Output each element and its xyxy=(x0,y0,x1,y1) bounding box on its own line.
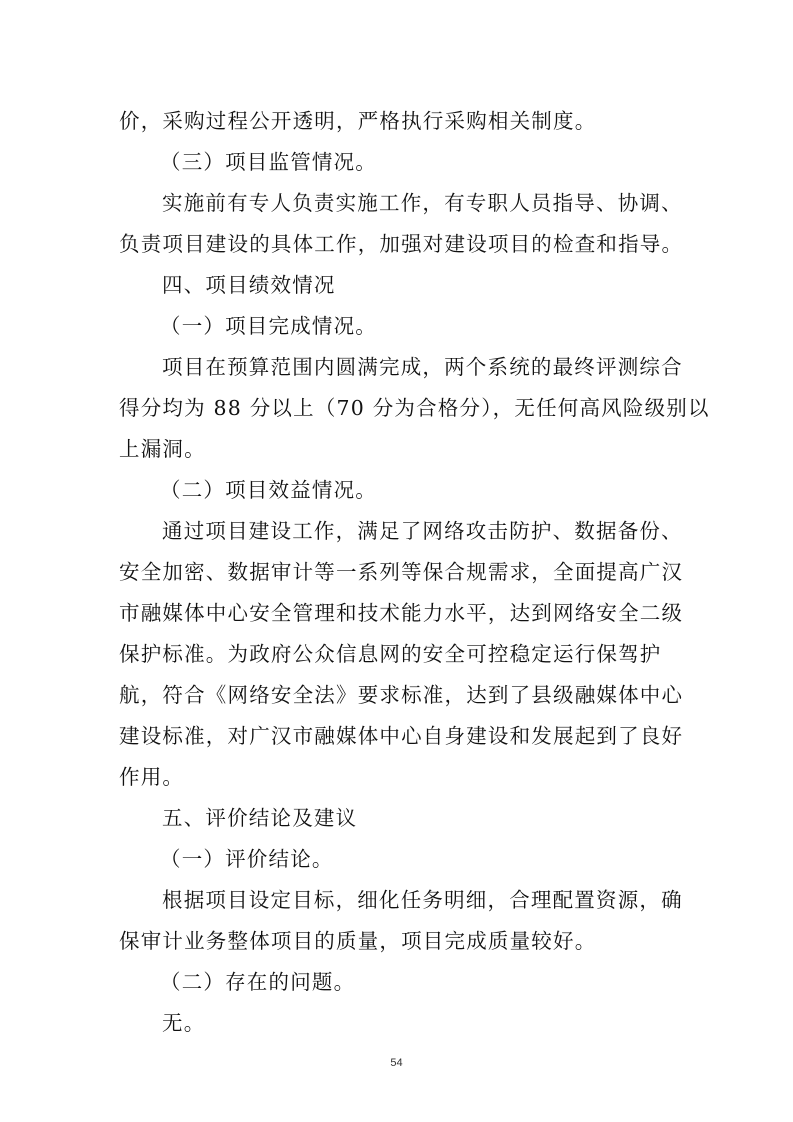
body-text-line: 建设标准，对广汉市融媒体中心自身建设和发展起到了良好 xyxy=(119,724,684,748)
page-number: 54 xyxy=(390,1057,403,1069)
body-text-line: 保审计业务整体项目的质量，项目完成质量较好。 xyxy=(119,929,597,953)
subsection-heading: （二）项目效益情况。 xyxy=(160,478,377,502)
body-text-line: 根据项目设定目标，细化任务明细，合理配置资源，确 xyxy=(162,888,683,912)
section-heading: 四、项目绩效情况 xyxy=(162,273,336,297)
body-text-line: 通过项目建设工作，满足了网络攻击防护、数据备份、 xyxy=(162,519,683,543)
body-text-line: 安全加密、数据审计等一系列等保合规需求，全面提高广汉 xyxy=(119,560,684,584)
subsection-heading: （一）项目完成情况。 xyxy=(160,314,377,338)
body-text-line: 无。 xyxy=(162,1011,206,1035)
body-text-line: 得分均为 88 分以上（70 分为合格分），无任何高风险级别以 xyxy=(119,396,710,420)
subsection-heading: （三）项目监管情况。 xyxy=(160,150,377,174)
body-text-line: 保护标准。为政府公众信息网的安全可控稳定运行保驾护 xyxy=(119,642,662,666)
subsection-heading: （二）存在的问题。 xyxy=(160,970,356,994)
body-text-line: 负责项目建设的具体工作，加强对建设项目的检查和指导。 xyxy=(119,232,684,256)
body-text-line: 作用。 xyxy=(119,765,185,789)
section-heading: 五、评价结论及建议 xyxy=(162,806,358,830)
body-text-line: 项目在预算范围内圆满完成，两个系统的最终评测综合 xyxy=(162,355,683,379)
body-text-line: 价，采购过程公开透明，严格执行采购相关制度。 xyxy=(119,109,597,133)
body-text-line: 上漏洞。 xyxy=(119,437,206,461)
body-text-line: 航，符合《网络安全法》要求标准，达到了县级融媒体中心 xyxy=(119,683,684,707)
subsection-heading: （一）评价结论。 xyxy=(160,847,334,871)
body-text-line: 市融媒体中心安全管理和技术能力水平，达到网络安全二级 xyxy=(119,601,684,625)
body-text-line: 实施前有专人负责实施工作，有专职人员指导、协调、 xyxy=(162,191,683,215)
